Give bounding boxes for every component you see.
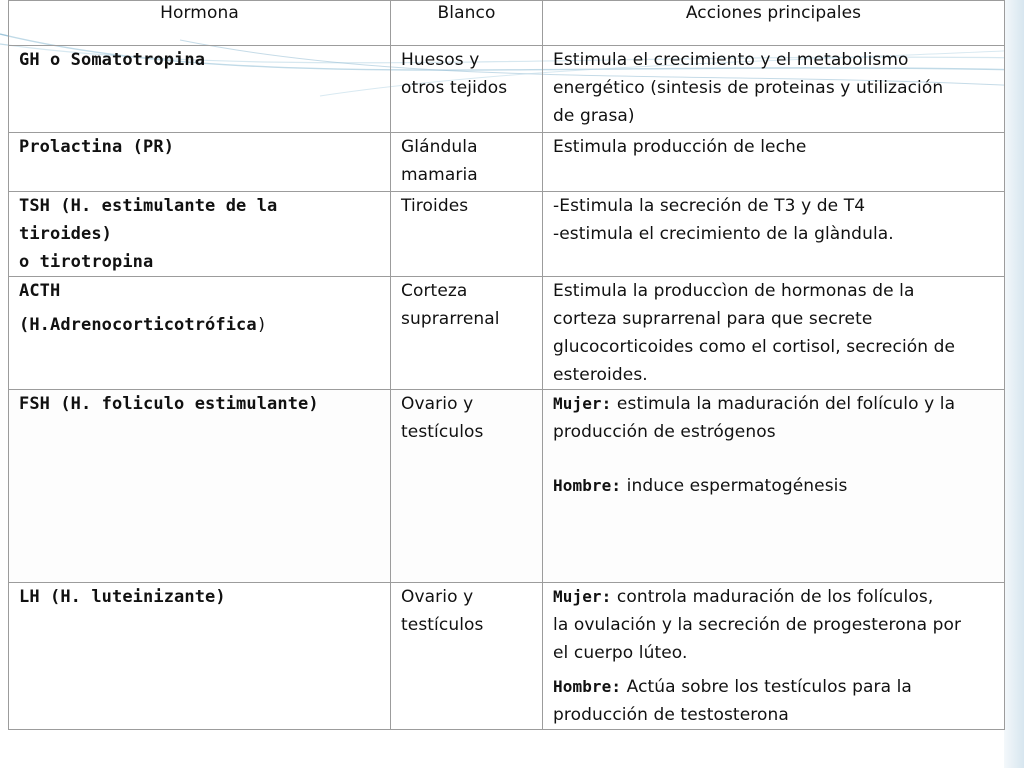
acciones-hombre-line [553, 472, 994, 500]
cell-hormona [9, 133, 391, 192]
cell-hormona [9, 277, 391, 390]
table-header-row [9, 1, 1005, 46]
header-hormona: Hormona [9, 1, 391, 46]
acciones-text: Estimula el crecimiento y el metabolismo [553, 50, 909, 70]
blanco-text: Ovario y [401, 394, 474, 414]
blanco-text: Huesos y [401, 50, 480, 70]
cell-acciones [543, 277, 1005, 390]
table-row [9, 277, 1005, 390]
cell-blanco [391, 46, 543, 133]
blanco-text: otros tejidos [401, 78, 508, 98]
hormona-name: FSH (H. foliculo estimulante) [19, 394, 319, 414]
table-row [9, 46, 1005, 133]
hormona-name: (H.Adrenocorticotrófica [19, 315, 257, 335]
mujer-label: Mujer: [553, 587, 612, 606]
acciones-text: producción de estrógenos [553, 422, 776, 442]
blanco-text: testículos [401, 615, 484, 635]
cell-blanco [391, 583, 543, 730]
acciones-text: glucocorticoides como el cortisol, secreción de [553, 337, 956, 357]
cell-blanco [391, 192, 543, 277]
acciones-text: Estimula producción de leche [553, 137, 807, 157]
hormona-fullname [19, 311, 380, 339]
hormona-name: Prolactina (PR) [19, 137, 175, 157]
cell-hormona [9, 390, 391, 583]
spacer [553, 446, 994, 472]
hombre-label: Hombre: [553, 476, 622, 495]
header-acciones: Acciones principales [543, 1, 1005, 46]
hormona-name: GH o Somatotropina [19, 50, 206, 70]
cell-hormona [9, 583, 391, 730]
cell-blanco [391, 133, 543, 192]
acciones-text: de grasa) [553, 106, 635, 126]
acciones-mujer-line [553, 583, 994, 611]
cell-acciones [543, 133, 1005, 192]
acciones-text: Estimula la produccìon de hormonas de la [553, 281, 915, 301]
blanco-text: suprarrenal [401, 309, 500, 329]
cell-acciones [543, 390, 1005, 583]
acciones-text: -estimula el crecimiento de la glàndula. [553, 224, 894, 244]
hormona-name: o tirotropina [19, 252, 154, 272]
table-row [9, 390, 1005, 583]
hormone-table [8, 0, 1005, 730]
blanco-text: Tiroides [401, 196, 469, 216]
table-row [9, 133, 1005, 192]
acciones-text: estimula la maduración del folículo y la [616, 394, 956, 414]
cell-acciones [543, 46, 1005, 133]
hormona-name: TSH (H. estimulante de la tiroides) [19, 196, 278, 244]
table-row [9, 192, 1005, 277]
acciones-text: el cuerpo lúteo. [553, 643, 688, 663]
hormona-paren: ) [256, 315, 268, 335]
cell-acciones [543, 192, 1005, 277]
hormona-name: ACTH [19, 281, 61, 301]
blanco-text: Corteza [401, 281, 468, 301]
acciones-text: -Estimula la secreción de T3 y de T4 [553, 196, 866, 216]
cell-hormona [9, 192, 391, 277]
cell-blanco [391, 390, 543, 583]
table-row [9, 583, 1005, 730]
header-blanco: Blanco [391, 1, 543, 46]
blanco-text: testículos [401, 422, 484, 442]
acciones-text: controla maduración de los folículos, [616, 587, 934, 607]
hombre-label: Hombre: [553, 677, 622, 696]
acciones-text: induce espermatogénesis [626, 476, 848, 496]
mujer-label: Mujer: [553, 394, 612, 413]
slide-edge-gradient [1004, 0, 1024, 768]
cell-hormona [9, 46, 391, 133]
acciones-hombre-line [553, 673, 994, 701]
hormona-name: LH (H. luteinizante) [19, 587, 226, 607]
blanco-text: Glándula [401, 137, 478, 157]
cell-acciones [543, 583, 1005, 730]
acciones-text: producción de testosterona [553, 705, 789, 725]
acciones-text: corteza suprarrenal para que secrete [553, 309, 873, 329]
blanco-text: Ovario y [401, 587, 474, 607]
acciones-text: energético (sintesis de proteinas y utilización [553, 78, 944, 98]
acciones-text: esteroides. [553, 365, 648, 385]
acciones-mujer-line [553, 390, 994, 418]
cell-blanco [391, 277, 543, 390]
acciones-text: la ovulación y la secreción de progesterona por [553, 615, 962, 635]
acciones-text: Actúa sobre los testículos para la [626, 677, 912, 697]
blanco-text: mamaria [401, 165, 478, 185]
